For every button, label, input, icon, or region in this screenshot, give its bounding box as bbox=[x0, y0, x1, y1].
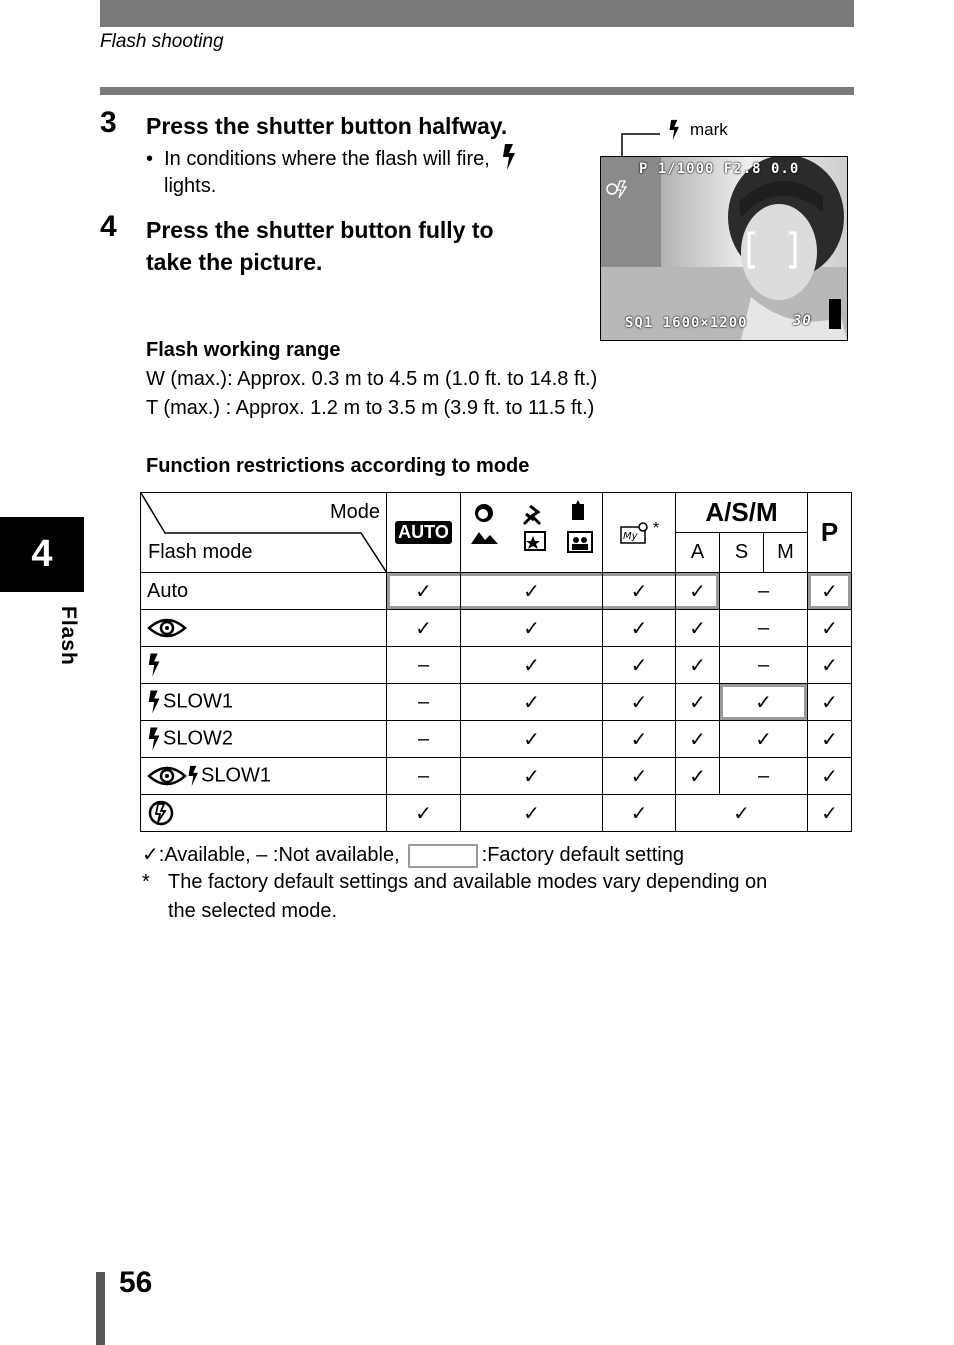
flash-standby-icon bbox=[605, 179, 629, 199]
header-rule bbox=[100, 87, 854, 95]
cell: ✓ bbox=[387, 795, 461, 832]
cell: ✓ bbox=[387, 610, 461, 647]
step-4-number: 4 bbox=[100, 210, 117, 243]
my-mode-footnote-star: * bbox=[652, 519, 660, 537]
cell: ✓ bbox=[676, 795, 808, 832]
footnote-line-1: The factory default settings and available modes vary depending on bbox=[168, 871, 768, 893]
col-s: S bbox=[720, 533, 764, 573]
lcd-status-text: P 1/1000 F2.8 0.0 bbox=[639, 161, 800, 177]
svg-text:My: My bbox=[622, 531, 638, 543]
restrictions-table bbox=[140, 492, 852, 832]
cell: – bbox=[720, 647, 808, 684]
factory-default-swatch bbox=[408, 844, 478, 868]
table-row bbox=[141, 758, 852, 795]
table-row bbox=[141, 684, 852, 721]
cell: ✓ bbox=[461, 721, 603, 758]
cell: ✓ bbox=[461, 647, 603, 684]
cell: ✓ bbox=[808, 684, 852, 721]
cell: ✓ bbox=[603, 721, 676, 758]
cell: ✓ bbox=[676, 721, 720, 758]
cell: ✓ bbox=[720, 721, 808, 758]
lcd-resolution-text: SQ1 1600×1200 bbox=[625, 315, 748, 331]
row-label-slow1: SLOW1 bbox=[141, 684, 387, 721]
cell: – bbox=[387, 684, 461, 721]
col-my-mode bbox=[603, 493, 676, 573]
cell: ✓ bbox=[808, 647, 852, 684]
table-row bbox=[141, 647, 852, 684]
row-label-flash-off bbox=[141, 795, 387, 832]
header-corner-cell bbox=[141, 493, 387, 573]
flash-icon bbox=[147, 689, 163, 715]
flash-range-tele: T (max.) : Approx. 1.2 m to 3.5 m (3.9 ft. to 11.5 ft.) bbox=[146, 397, 595, 419]
col-p: P bbox=[808, 493, 852, 573]
footnote-line-2: the selected mode. bbox=[168, 900, 337, 922]
footnote-star: * bbox=[142, 871, 150, 893]
red-eye-icon bbox=[147, 616, 187, 640]
flash-off-icon bbox=[147, 799, 175, 827]
cell: ✓ bbox=[808, 573, 852, 610]
chapter-tab[interactable]: 4 bbox=[0, 517, 84, 592]
cell: – bbox=[387, 647, 461, 684]
cell: ✓ bbox=[603, 758, 676, 795]
cell: – bbox=[720, 610, 808, 647]
cell: ✓ bbox=[603, 795, 676, 832]
step-3-bullet: • In conditions where the flash will fire, lights. bbox=[146, 144, 519, 200]
flash-icon bbox=[668, 119, 682, 141]
cell: ✓ bbox=[461, 795, 603, 832]
row-label-fill-in bbox=[141, 647, 387, 684]
cell: ✓ bbox=[676, 573, 720, 610]
flash-icon bbox=[187, 764, 201, 788]
table-row bbox=[141, 795, 852, 832]
section-title: Flash shooting bbox=[100, 31, 224, 52]
col-auto bbox=[387, 493, 461, 573]
chapter-label: Flash bbox=[57, 606, 80, 666]
cell: ✓ bbox=[603, 684, 676, 721]
table-row bbox=[141, 573, 852, 610]
lcd-frame-count: 30 bbox=[793, 313, 812, 329]
header-bar bbox=[100, 0, 854, 27]
cell: – bbox=[387, 758, 461, 795]
cell: – bbox=[720, 758, 808, 795]
cell: ✓ bbox=[676, 610, 720, 647]
cell: ✓ bbox=[808, 758, 852, 795]
cell: ✓ bbox=[461, 758, 603, 795]
row-label-red-eye-slow1: SLOW1 bbox=[141, 758, 387, 795]
row-label-slow2: SLOW2 bbox=[141, 721, 387, 758]
cell: ✓ bbox=[808, 610, 852, 647]
cell: ✓ bbox=[603, 610, 676, 647]
af-target-mark bbox=[747, 231, 797, 271]
mark-label: mark bbox=[690, 120, 728, 139]
red-eye-icon bbox=[147, 764, 187, 788]
cell: ✓ bbox=[461, 684, 603, 721]
col-m: M bbox=[764, 533, 808, 573]
cell: ✓ bbox=[603, 647, 676, 684]
cell: ✓ bbox=[720, 684, 808, 721]
cell: ✓ bbox=[461, 610, 603, 647]
restrictions-heading: Function restrictions according to mode bbox=[146, 455, 530, 477]
table-row bbox=[141, 721, 852, 758]
flash-icon bbox=[501, 144, 519, 170]
col-scene-modes bbox=[461, 493, 603, 573]
flash-range-wide: W (max.): Approx. 0.3 m to 4.5 m (1.0 ft. to 14.8 ft.) bbox=[146, 368, 598, 390]
step-4-title: Press the shutter button fully to take the picture. bbox=[146, 217, 494, 275]
step-3-number: 3 bbox=[100, 106, 117, 139]
row-label-red-eye bbox=[141, 610, 387, 647]
table-row bbox=[141, 610, 852, 647]
lcd-preview bbox=[600, 156, 848, 341]
page-number-bar bbox=[96, 1272, 105, 1345]
cell: ✓ bbox=[808, 795, 852, 832]
col-a: A bbox=[676, 533, 720, 573]
col-asm: A/S/M bbox=[676, 493, 808, 533]
mode-label: Mode bbox=[329, 501, 380, 523]
step-3-title: Press the shutter button halfway. bbox=[146, 113, 508, 139]
cell: – bbox=[387, 721, 461, 758]
my-mode-icon bbox=[619, 521, 653, 545]
page-number: 56 bbox=[119, 1266, 153, 1299]
cell: ✓ bbox=[676, 647, 720, 684]
cell: ✓ bbox=[676, 684, 720, 721]
cell: ✓ bbox=[676, 758, 720, 795]
legend: ✓:Available, – :Not available, :Factory default setting bbox=[142, 844, 684, 866]
flash-mode-label: Flash mode bbox=[148, 541, 253, 563]
auto-mode-icon: AUTO bbox=[395, 521, 452, 544]
row-label-auto: Auto bbox=[141, 573, 387, 610]
cell: ✓ bbox=[603, 573, 676, 610]
cell: ✓ bbox=[387, 573, 461, 610]
cell: ✓ bbox=[808, 721, 852, 758]
flash-range-heading: Flash working range bbox=[146, 339, 341, 361]
flash-icon bbox=[147, 652, 163, 678]
scene-mode-icons bbox=[468, 500, 596, 560]
flash-icon bbox=[147, 726, 163, 752]
cell: ✓ bbox=[461, 573, 603, 610]
cell: – bbox=[720, 573, 808, 610]
